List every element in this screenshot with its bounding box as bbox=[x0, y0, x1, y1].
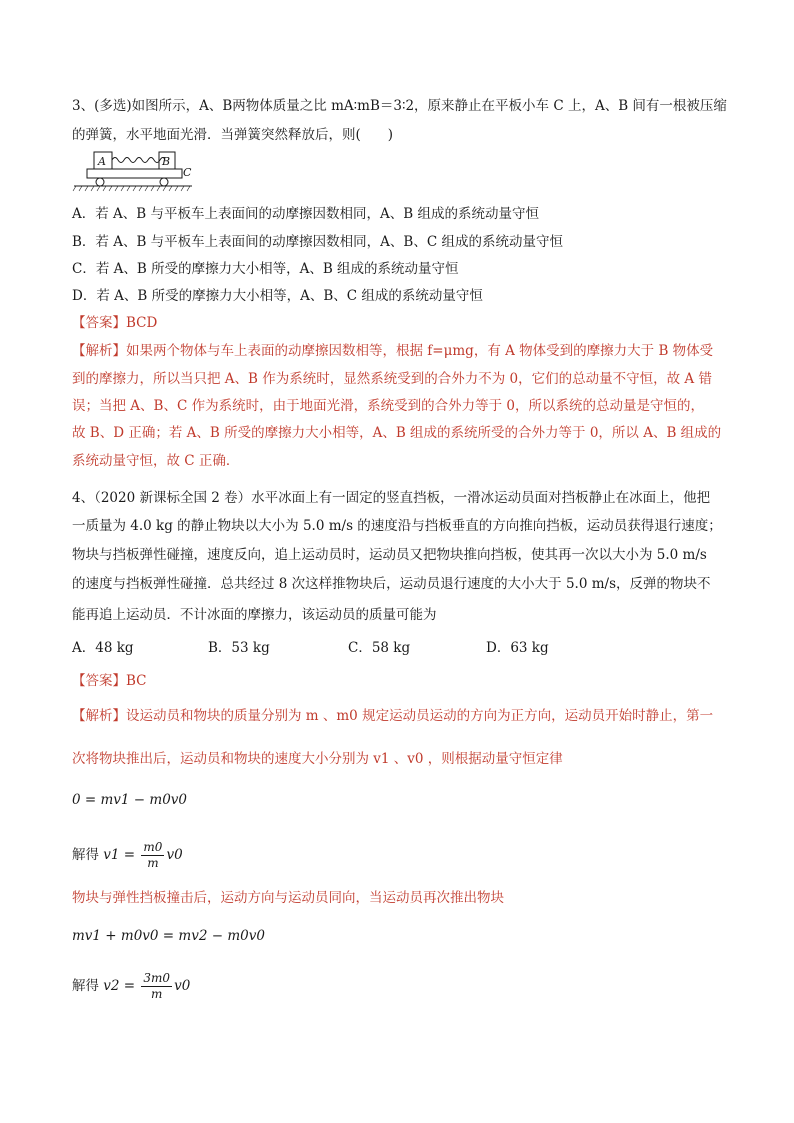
svg-text:C: C bbox=[183, 166, 192, 179]
answer-value: BCD bbox=[126, 315, 158, 331]
q4-answer bbox=[72, 671, 147, 691]
q4-stem-line-4: 的速度与挡板弹性碰撞．总共经过 8 次这样推物块后，运动员退行速度的大小大于 5.0 m/s，反弹的物块不 bbox=[72, 576, 711, 592]
q3-option-b: B．若 A、B 与平板车上表面间的动摩擦因数相同，A、B、C 组成的系统动量守恒 bbox=[72, 234, 563, 250]
q3-stem-line-2: 的弹簧，水平地面光滑．当弹簧突然释放后，则( ) bbox=[72, 127, 394, 143]
q3-analysis-line-5: 系统动量守恒，故 C 正确． bbox=[72, 453, 240, 469]
v2-numerator: 3m0 bbox=[143, 971, 171, 985]
q4-analysis-line-3: 物块与弹性挡板撞击后，运动方向与运动员同向，当运动员再次推出物块 bbox=[72, 890, 504, 906]
q3-option-a: A．若 A、B 与平板车上表面间的动摩擦因数相同，A、B 组成的系统动量守恒 bbox=[72, 206, 539, 222]
q3-analysis-line-3: 误；当把 A、B、C 作为系统时，由于地面光滑，系统受到的合外力等于 0，所以系统的总动量是守恒的， bbox=[72, 398, 704, 414]
answer-value: BC bbox=[126, 673, 147, 689]
v2-tail: v0 bbox=[174, 978, 191, 994]
answer-tag: 【答案】 bbox=[72, 315, 126, 331]
equation-momentum-2: mv1 + m0v0 = mv2 − m0v0 bbox=[72, 928, 265, 944]
cart-diagram bbox=[72, 148, 197, 193]
q3-analysis-line-2: 到的摩擦力，所以当只把 A、B 作为系统时，显然系统受到的合外力不为 0，它们的总动量不守恒，故 A 错 bbox=[72, 371, 712, 387]
v1-fraction bbox=[141, 840, 164, 871]
q3-option-c: C．若 A、B 所受的摩擦力大小相等，A、B 组成的系统动量守恒 bbox=[72, 261, 459, 277]
equation-v2 bbox=[72, 971, 190, 1002]
analysis-text: 设运动员和物块的质量分别为 m 、m0 规定运动员运动的方向为正方向，运动员开始时静止，第一 bbox=[126, 708, 714, 724]
q3-option-d: D．若 A、B 所受的摩擦力大小相等，A、B、C 组成的系统动量守恒 bbox=[72, 288, 483, 304]
q4-option-d: D．63 kg bbox=[486, 640, 549, 656]
v2-lhs: v2 = bbox=[103, 978, 136, 994]
v1-numerator: m0 bbox=[143, 840, 163, 854]
answer-tag: 【答案】 bbox=[72, 673, 126, 689]
q3-answer bbox=[72, 313, 157, 333]
q3-stem-line-1: 3、(多选)如图所示，A、B两物体质量之比 mA∶mB＝3∶2，原来静止在平板小车 C 上，A、B 间有一根被压缩 bbox=[72, 98, 727, 114]
q4-stem-line-1: 4、（2020 新课标全国 2 卷）水平冰面上有一固定的竖直挡板，一滑冰运动员面对挡板静止在冰面上，他把 bbox=[72, 490, 711, 506]
q4-option-b: B．53 kg bbox=[208, 640, 270, 656]
q4-option-a: A．48 kg bbox=[72, 640, 134, 656]
v1-denominator: m bbox=[147, 856, 159, 870]
solve-label: 解得 bbox=[72, 978, 99, 994]
q3-analysis-line-1 bbox=[72, 341, 713, 361]
equation-momentum-1: 0 = mv1 − m0v0 bbox=[72, 792, 188, 808]
v1-lhs: v1 = bbox=[103, 847, 136, 863]
v2-fraction bbox=[141, 971, 172, 1002]
q4-analysis-line-1 bbox=[72, 706, 713, 726]
svg-text:B: B bbox=[162, 155, 171, 168]
q4-stem-line-2: 一质量为 4.0 kg 的静止物块以大小为 5.0 m/s 的速度沿与挡板垂直的方向推向挡板，运动员获得退行速度； bbox=[72, 518, 722, 534]
svg-text:A: A bbox=[98, 155, 106, 168]
equation-v1 bbox=[72, 840, 183, 871]
analysis-tag: 【解析】 bbox=[72, 708, 126, 724]
analysis-text: 如果两个物体与车上表面的动摩擦因数相等，根据 f=μmg，有 A 物体受到的摩擦力大于 B 物体受 bbox=[126, 343, 714, 359]
q3-analysis-line-4: 故 B、D 正确；若 A、B 所受的摩擦力大小相等，A、B 组成的系统所受的合外力等于 0，所以 A、B 组成的 bbox=[72, 425, 722, 441]
q4-analysis-line-2: 次将物块推出后，运动员和物块的速度大小分别为 v1 、v0 ，则根据动量守恒定律 bbox=[72, 751, 563, 767]
v2-denominator: m bbox=[151, 987, 163, 1001]
q4-stem-line-5: 能再追上运动员．不计冰面的摩擦力，该运动员的质量可能为 bbox=[72, 607, 437, 623]
analysis-tag: 【解析】 bbox=[72, 343, 126, 359]
q4-stem-line-3: 物块与挡板弹性碰撞，速度反向，追上运动员时，运动员又把物块推向挡板，使其再一次以大小为 5.0 m/s bbox=[72, 547, 707, 563]
solve-label: 解得 bbox=[72, 847, 99, 863]
v1-tail: v0 bbox=[166, 847, 183, 863]
q4-option-c: C．58 kg bbox=[348, 640, 411, 656]
q4-options bbox=[72, 638, 722, 658]
